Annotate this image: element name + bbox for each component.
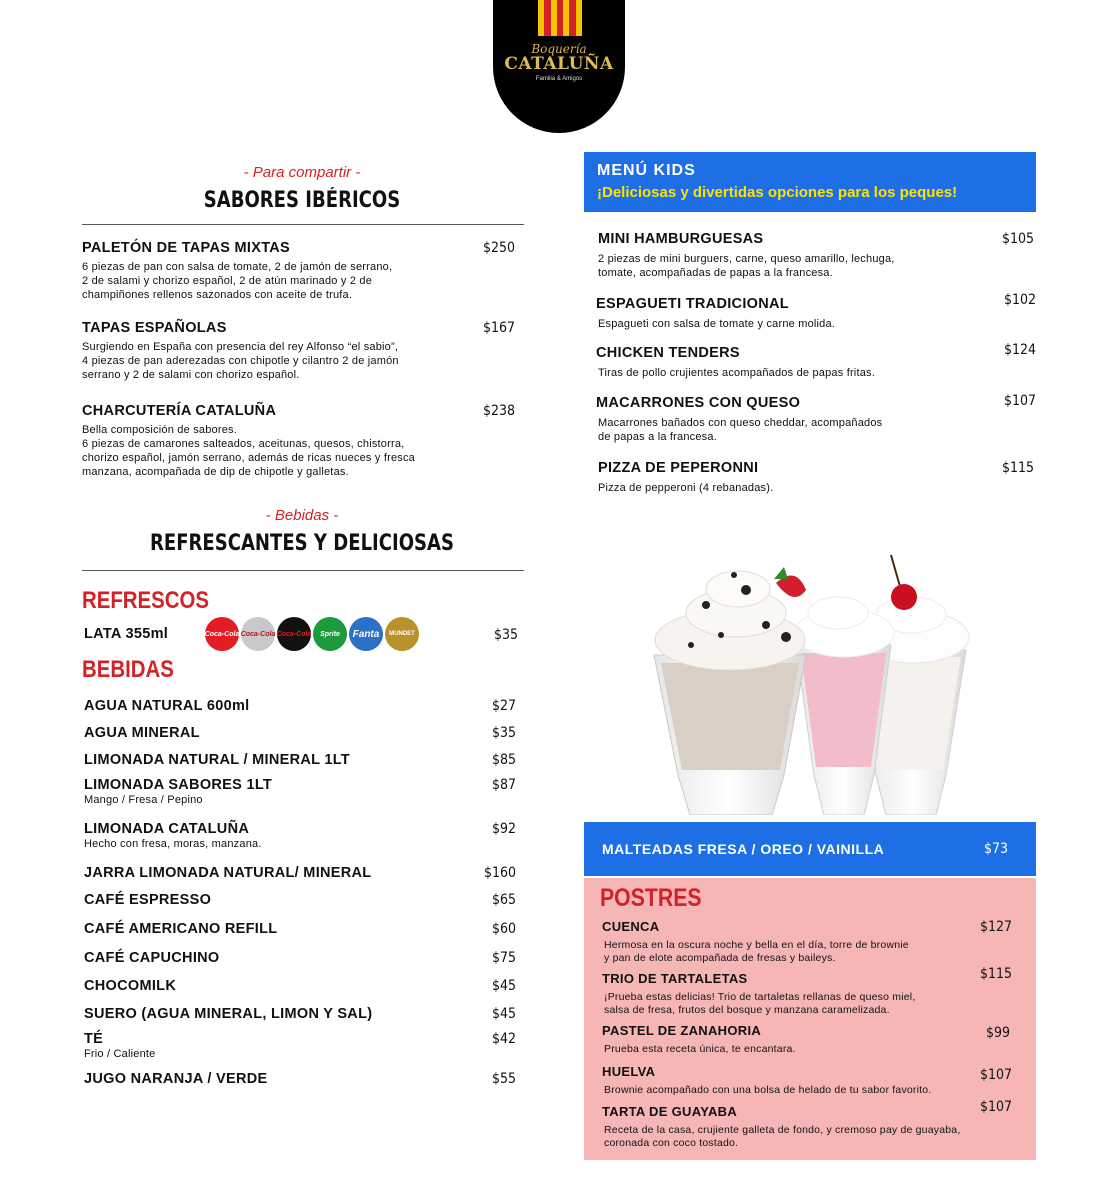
drink-price: $45 (491, 978, 516, 994)
lata-price: $35 (494, 627, 519, 643)
kids-title: MENÚ KIDS (597, 162, 696, 179)
drink-subtext: Mango / Fresa / Pepino (84, 794, 203, 806)
item-price: $115 (979, 966, 1012, 982)
item-desc-line: 2 de salami y chorizo español, 2 de atún marinado y 2 de (82, 275, 373, 287)
drink-name: LIMONADA CATALUÑA (84, 821, 250, 837)
drink-name: AGUA NATURAL 600ml (84, 698, 250, 714)
item-desc-line: Surgiendo en España con presencia del rey Alfonso “el sabio”, (82, 341, 399, 353)
drink-price: $160 (483, 865, 516, 881)
drink-name: LIMONADA NATURAL / MINERAL 1LT (84, 752, 350, 768)
drink-row (84, 821, 516, 851)
item-desc-line: Espagueti con salsa de tomate y carne molida. (598, 318, 836, 330)
item-price: $105 (1001, 231, 1034, 247)
milkshake-image (646, 545, 986, 815)
menu-item (82, 320, 518, 382)
drink-name: SUERO (AGUA MINERAL, LIMON Y SAL) (84, 1006, 373, 1022)
drink-price: $75 (491, 950, 516, 966)
item-desc-line: 4 piezas de pan aderezadas con chipotle y cilantro 2 de jamón (82, 355, 399, 367)
malteadas-price: $73 (983, 841, 1008, 857)
item-desc-line: manzana, acompañada de dip de chipotle y galletas. (82, 466, 349, 478)
drink-price: $55 (491, 1071, 516, 1087)
lata-label: LATA 355ml (84, 626, 169, 642)
item-desc-line: Prueba esta receta única, te encantara. (604, 1043, 796, 1055)
dessert-item (602, 1064, 1012, 1097)
item-price: $127 (979, 919, 1012, 935)
item-desc-line: Brownie acompañado con una bolsa de helado de tu sabor favorito. (604, 1084, 932, 1096)
menu-item (82, 240, 518, 302)
item-name: MINI HAMBURGUESAS (598, 231, 764, 247)
item-desc-line: 6 piezas de camarones salteados, aceitunas, quesos, chistorra, (82, 438, 405, 450)
item-desc-line: y pan de elote acompañada de fresas y baileys. (604, 952, 836, 964)
dessert-item (602, 1023, 1010, 1056)
drink-row (84, 725, 516, 741)
kids-item (598, 460, 1034, 495)
item-desc-line: Pizza de pepperoni (4 rebanadas). (598, 482, 774, 494)
drink-name: TÉ (84, 1031, 104, 1047)
drink-name: JUGO NARANJA / VERDE (84, 1071, 268, 1087)
drink-row (84, 777, 516, 807)
drink-name: CAFÉ CAPUCHINO (84, 950, 220, 966)
catalan-flag-icon (538, 0, 582, 36)
soda-brand-logos (205, 617, 419, 651)
postres-title: POSTRES (600, 884, 702, 912)
drink-row (84, 752, 516, 768)
drink-subtext: Frio / Caliente (84, 1048, 156, 1060)
drink-price: $45 (491, 1006, 516, 1022)
item-desc-line: champiñones rellenos sazonados con aceite de trufa. (82, 289, 353, 301)
item-desc-line: Macarrones bañados con queso cheddar, acompañados (598, 417, 883, 429)
drink-price: $92 (491, 821, 516, 837)
menu-item (82, 403, 518, 479)
item-desc-line: serrano y 2 de salami con chorizo español. (82, 369, 300, 381)
drink-price: $65 (491, 892, 516, 908)
item-price: $99 (985, 1025, 1010, 1041)
item-desc-line: coronada con coco tostado. (604, 1137, 739, 1149)
drink-subtext: Hecho con fresa, moras, manzana. (84, 838, 262, 850)
drink-price: $60 (491, 921, 516, 937)
drink-price: $87 (491, 777, 516, 793)
item-price: $167 (482, 320, 515, 336)
drink-row (84, 865, 516, 881)
logo-tagline: Familia & Amigos (535, 76, 583, 82)
sprite-logo-icon: Sprite (313, 617, 347, 651)
drink-row (84, 1031, 516, 1061)
restaurant-logo (493, 0, 625, 133)
kids-item (598, 231, 1034, 280)
item-price: $124 (1003, 342, 1036, 358)
item-name: PASTEL DE ZANAHORIA (602, 1023, 762, 1038)
section-subtitle: - Para compartir - (243, 164, 361, 181)
drink-name: LIMONADA SABORES 1LT (84, 777, 273, 793)
refrescos-title: REFRESCOS (82, 587, 209, 614)
mundet-logo-icon: MUNDET (385, 617, 419, 651)
item-desc-line: 2 piezas de mini burguers, carne, queso amarillo, lechuga, (598, 253, 895, 265)
item-desc-line: 6 piezas de pan con salsa de tomate, 2 de jamón de serrano, (82, 261, 393, 273)
coca-cola-logo-icon: Coca‑Cola (205, 617, 239, 651)
item-desc-line: ¡Prueba estas delicias! Trio de tartaletas rellanas de queso miel, (604, 991, 916, 1003)
item-name: ESPAGUETI TRADICIONAL (596, 296, 789, 312)
item-price: $107 (979, 1099, 1012, 1115)
kids-item (596, 292, 1036, 331)
item-desc-line: Tiras de pollo crujientes acompañados de papas fritas. (598, 367, 875, 379)
item-desc-line: de papas a la francesa. (598, 431, 717, 443)
bebidas-title: BEBIDAS (82, 656, 174, 683)
logo-name: CATALUÑA (504, 54, 614, 74)
divider (82, 570, 524, 571)
drink-price: $42 (491, 1031, 516, 1047)
drink-name: JARRA LIMONADA NATURAL/ MINERAL (84, 865, 372, 881)
dessert-item (602, 919, 1012, 965)
item-price: $250 (482, 240, 515, 256)
section-title: SABORES IBÉRICOS (203, 188, 401, 213)
item-price: $238 (482, 403, 515, 419)
drink-row (84, 950, 516, 966)
malteadas-label: MALTEADAS FRESA / OREO / VAINILLA (602, 841, 885, 857)
kids-item (596, 395, 1036, 444)
drink-price: $27 (491, 698, 516, 714)
item-desc-line: chorizo español, jamón serrano, además de ricas nueces y fresca (82, 452, 415, 464)
drink-price: $85 (491, 752, 516, 768)
logo-script-text: Boquería (531, 42, 587, 56)
item-name: HUELVA (602, 1064, 656, 1079)
drink-row (84, 1071, 516, 1087)
item-name: MACARRONES CON QUESO (596, 395, 801, 411)
divider (82, 224, 524, 225)
item-price: $107 (979, 1067, 1012, 1083)
item-price: $115 (1001, 460, 1034, 476)
drink-name: CHOCOMILK (84, 978, 177, 994)
postres-panel (584, 878, 1036, 1160)
drink-row (84, 892, 516, 908)
kids-subtitle: ¡Deliciosas y divertidas opciones para los peques! (597, 184, 958, 201)
dessert-item (602, 966, 1012, 1017)
kids-banner (584, 152, 1036, 212)
malteadas-banner (584, 822, 1036, 876)
item-price: $102 (1003, 292, 1036, 308)
coca-cola-light-logo-icon: Coca‑Cola (241, 617, 275, 651)
item-desc-line: Receta de la casa, crujiente galleta de fondo, y cremoso pay de guayaba, (604, 1124, 961, 1136)
section-subtitle: - Bebidas - (265, 507, 339, 524)
item-desc-line: tomate, acompañadas de papas a la francesa. (598, 267, 833, 279)
item-desc-line: Hermosa en la oscura noche y bella en el día, torre de brownie (604, 939, 909, 951)
item-name: CHARCUTERÍA CATALUÑA (82, 403, 277, 419)
item-name: TARTA DE GUAYABA (602, 1104, 738, 1119)
drink-row (84, 698, 516, 714)
kids-item (596, 342, 1036, 380)
item-price: $107 (1003, 393, 1036, 409)
coca-cola-zero-logo-icon: Coca‑Cola (277, 617, 311, 651)
dessert-item (602, 1099, 1012, 1150)
item-desc-line: salsa de fresa, frutos del bosque y manzana caramelizada. (604, 1004, 890, 1016)
drink-name: CAFÉ AMERICANO REFILL (84, 921, 278, 937)
item-name: TRIO DE TARTALETAS (602, 971, 748, 986)
item-name: PALETÓN DE TAPAS MIXTAS (82, 240, 291, 256)
drink-row (84, 978, 516, 994)
item-name: CUENCA (602, 919, 660, 934)
fanta-logo-icon: Fanta (349, 617, 383, 651)
drink-name: CAFÉ ESPRESSO (84, 892, 212, 908)
drink-row (84, 1006, 516, 1022)
drink-row (84, 921, 516, 937)
section-title: REFRESCANTES Y DELICIOSAS (149, 531, 455, 556)
item-name: PIZZA DE PEPERONNI (598, 460, 759, 476)
drink-price: $35 (491, 725, 516, 741)
item-desc-line: Bella composición de sabores. (82, 424, 237, 436)
item-name: TAPAS ESPAÑOLAS (82, 320, 227, 336)
drink-name: AGUA MINERAL (84, 725, 200, 741)
item-name: CHICKEN TENDERS (596, 345, 740, 361)
